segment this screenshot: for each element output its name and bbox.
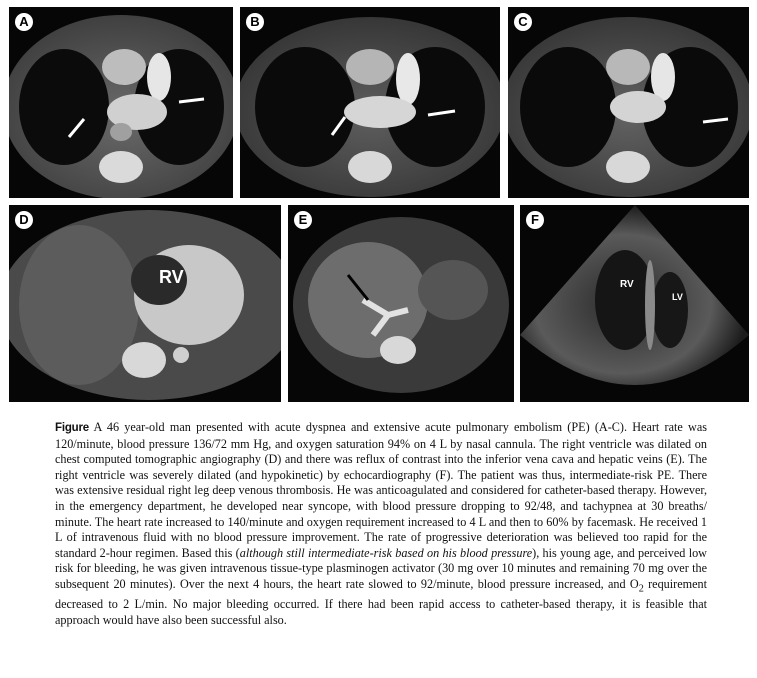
- panel-label-e: E: [294, 211, 312, 229]
- caption-subscript: 2: [638, 583, 644, 595]
- caption-text-part1: A 46 year-old man presented with acute dyspnea and extensive acute pulmonary embolism (PE) (A-C). Heart rate was 120/minute, blood pressure 136/72 mm Hg, and oxygen saturation 94% on 4 L by nasal cannula. The right ventricle was dilated on chest computed tomographic angiography (D) and there was reflux of contrast into the inferior vena cava and hepatic veins (E). The right ventricle was severely dilated (and hypokinetic) by echocardiography (F). The patient was thus, intermediate-risk PE. There was extensive residual right leg deep venous thrombosis. He was anticoagulated and considered for catheter-based therapy. However, in the emergency department, he developed near syncope, with blood pressure dropping to 92/48, and tachypnea at 30 breaths/ minute. The heart rate increased to 140/minute and oxygen requirement increased to 4 L and then to 60% by facemask. He received 1 L of intravenous fluid with no blood pressure improvement. The rate of progressive deterioration was believed too rapid for the standard 2-hour regimen. Based this (: [55, 420, 707, 560]
- panel-b-ct-image: [240, 7, 500, 198]
- ct-chest-scan-c: [508, 7, 749, 198]
- ct-chest-scan-d: [9, 205, 281, 402]
- figure-label: Figure: [55, 422, 89, 434]
- panel-d-ct-image: [9, 205, 281, 402]
- ct-abdomen-scan-e: [288, 205, 514, 402]
- ct-chest-scan-b: [240, 7, 500, 198]
- panel-e-ct-image: [288, 205, 514, 402]
- panel-label-b: B: [246, 13, 264, 31]
- caption-text-part3: requirement decreased to 2 L/min. No major bleeding occurred. If there had been rapid access to catheter-based therapy, it is feasible that approach would have also been successful also.: [55, 576, 707, 627]
- panel-a-ct-image: [9, 7, 233, 198]
- panel-c-ct-image: [508, 7, 749, 198]
- panel-f-echo-image: [520, 205, 749, 402]
- caption-text-part2: ), his young age, and perceived low risk for bleeding, he was given intravenous tissue-type plasminogen activator (30 mg over 10 minutes and remaining 70 mg over the subsequent 20 minutes). Over the next 4 hours, the heart rate slowed to 92/minute, blood pressure increased, and O: [55, 545, 707, 591]
- rv-annotation: RV: [159, 267, 184, 287]
- panel-label-f: F: [526, 211, 544, 229]
- caption-text-italic: although still intermediate-risk based on his blood pressure: [239, 545, 533, 560]
- ct-chest-scan-a: [9, 7, 233, 198]
- figure-caption: [55, 420, 707, 628]
- panel-label-c: C: [514, 13, 532, 31]
- rv-annotation: RV: [620, 279, 634, 290]
- panel-label-a: A: [15, 13, 33, 31]
- lv-annotation: LV: [672, 292, 683, 302]
- echocardiogram-f: [520, 205, 749, 402]
- panel-label-d: D: [15, 211, 33, 229]
